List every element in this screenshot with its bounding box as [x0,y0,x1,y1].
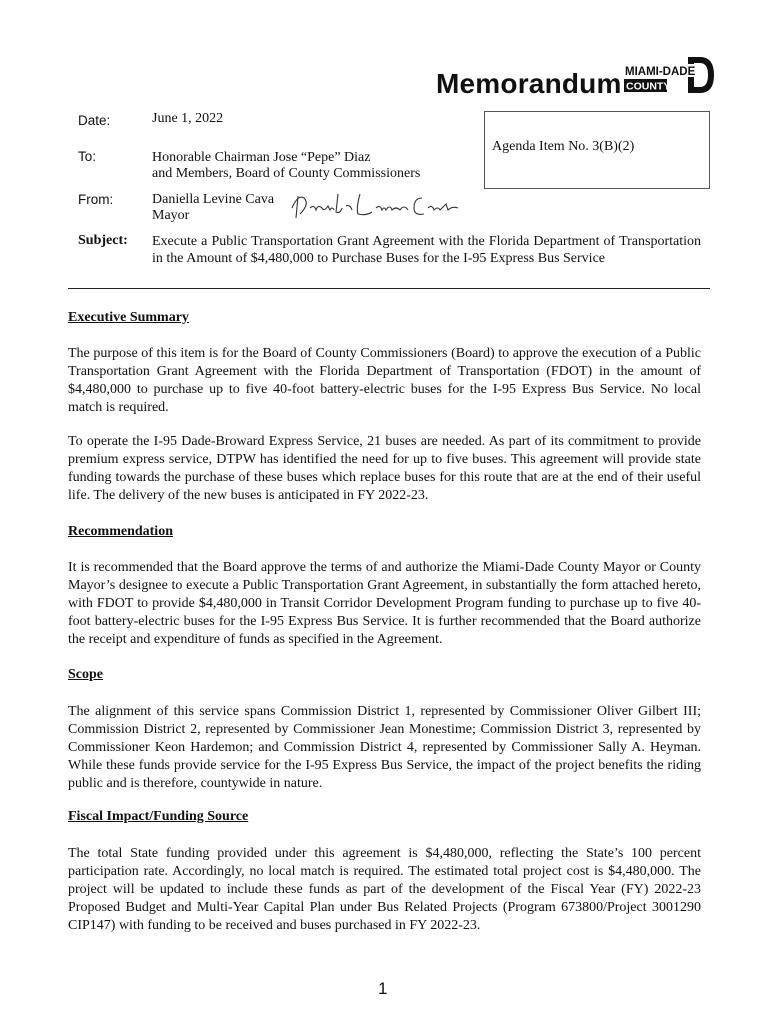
executive-summary-paragraph-1: The purpose of this item is for the Board of County Commissioners (Board) to approve the execution of a Public Transportation Grant Agreement with the Florida Department of Transportation (FDOT) in the amount of $4,480,000 to purchase up to five 40-foot battery-electric buses for the I-95 Express Bus Service. No local match is required. [68,346,701,415]
subject-label: Subject: [78,233,128,248]
heading-executive-summary: Executive Summary [68,310,189,325]
memo-title: Memorandum [436,68,622,99]
to-line2: and Members, Board of County Commissioners [152,166,421,181]
recommendation-paragraph: It is recommended that the Board approve the terms of and authorize the Miami-Dade County Mayor or County Mayor’s designee to execute a Public Transportation Grant Agreement, in substantially the form attached hereto, with FDOT to provide $4,480,000 in Transit Corridor Development Program funding to purchase up to five 40-foot battery-electric buses for the I-95 Express Bus Service. It is further recommended that the Board authorize the receipt and expenditure of funds as specified in the Agreement. [68,560,701,647]
executive-summary-paragraph-2: To operate the I-95 Dade-Broward Express Service, 21 buses are needed. As part of its commitment to provide premium express service, DTPW has identified the need for up to five buses. This agreement will provide state funding towards the purchase of these buses which replace buses for this route that are at the end of their useful life. The delivery of the new buses is anticipated in FY 2022-23. [68,434,701,503]
page-number: 1 [378,979,388,998]
subject-value: Execute a Public Transportation Grant Agreement with the Florida Department of Transportation in the Amount of $4,480,000 to Purchase Buses for the I-95 Express Bus Service [152,234,701,266]
scope-paragraph: The alignment of this service spans Commission District 1, represented by Commissioner Oliver Gilbert III; Commission District 2, represented by Commissioner Jean Monestime; Commission District 3, represented by Commissioner Keon Hardemon; and Commission District 4, represented by Commissioner Sally A. Heyman. While these funds provide service for the I-95 Express Bus Service, the impact of the project benefits the riding public and is therefore, countywide in nature. [68,704,701,791]
heading-fiscal-impact: Fiscal Impact/Funding Source [68,809,249,824]
to-line1: Honorable Chairman Jose “Pepe” Diaz [152,150,371,165]
header-divider [68,288,710,289]
from-line2: Mayor [152,208,190,223]
heading-recommendation: Recommendation [68,524,173,539]
to-label: To: [78,149,97,164]
heading-scope: Scope [68,667,103,682]
logo-line2: COUNTY [626,80,671,93]
miami-dade-county-logo [622,55,714,95]
agenda-item: Agenda Item No. 3(B)(2) [492,139,635,154]
from-line1: Daniella Levine Cava [152,192,275,207]
from-label: From: [78,192,114,207]
date-label: Date: [78,113,111,128]
fiscal-impact-paragraph: The total State funding provided under this agreement is $4,480,000, reflecting the State’s 100 percent participation rate. Accordingly, no local match is required. The estimated total project cost is $4,480,000. The project will be updated to include these funds as part of the development of the Fiscal Year (FY) 2022-23 Proposed Budget and Multi-Year Capital Plan under Bus Related Projects (Program 673800/Project 3001290 CIP147) with funding to be received and buses purchased in FY 2022-23. [68,846,701,933]
date-value: June 1, 2022 [152,111,224,126]
logo-line1: MIAMI-DADE [625,66,696,78]
signature [288,188,464,224]
